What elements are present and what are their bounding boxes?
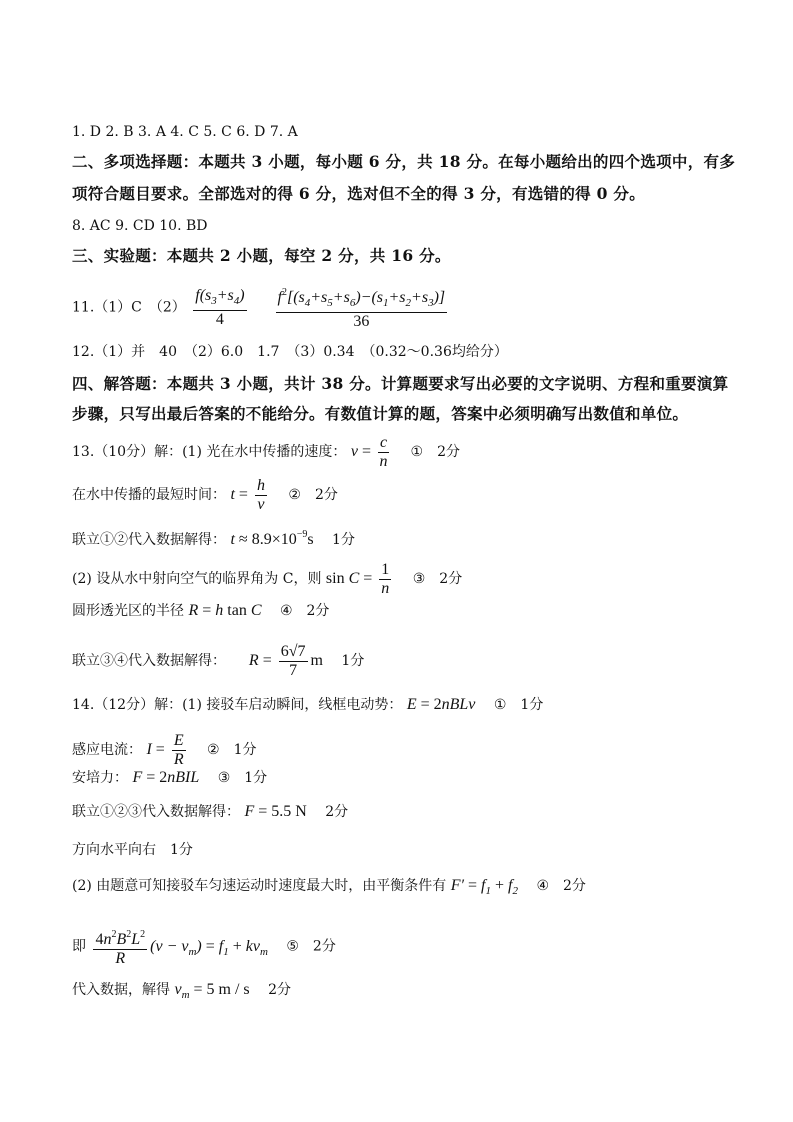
section4-heading-line2: 步骤，只写出最后答案的不能给分。有数值计算的题，答案中必须明确写出数值和单位。 (72, 404, 689, 423)
q11-formula-2: $\frac{f^2[(s_4+s_5+s_6)-(s_1+s_2+s_3)]}{36}$ (276, 284, 448, 331)
q14-line6: (2) 由题意可知接驳车匀速运动时速度最大时，由平衡条件有 $F' = f_1 + f_2$ ④ 2分 (72, 877, 586, 897)
q14-result-force: F = 5.5 N (244, 803, 307, 820)
q13-formula-time: t = $\frac{h}{v}$ (230, 477, 265, 513)
q11-answer (72, 284, 450, 331)
q13-formula-radius: R = h tan C (188, 602, 262, 619)
q14-formula-max-speed: $\frac{4n^2B^2L^2}{R}$ $(v - v_m) = f_1 + kv_m$ (90, 938, 267, 955)
q14-formula-emf: E = 2nBLv (406, 696, 476, 713)
section4-heading-line1: 四、解答题：本题共 3 小题，共计 38 分。计算题要求写出必要的文字说明、方程和重要演算 (72, 374, 729, 393)
multi-choice-answers: 8. AC 9. CD 10. BD (72, 218, 208, 234)
section2-heading-line1: 二、多项选择题：本题共 3 小题，每小题 6 分，共 18 分。在每小题给出的四个选项中，有多 (72, 152, 736, 171)
q13-result-time: $t \approx 8.9\times 10^{-9}s$ (230, 529, 314, 548)
q13-line6: 联立③④代入数据解得： R = $\frac{6√7}{7}$ m 1分 (72, 643, 365, 679)
section2-heading-line2: 项符合题目要求。全部选对的得 6 分，选对但不全的得 3 分，有选错的得 0 分。 (72, 184, 646, 203)
q14-formula-force: F = 2nBIL (132, 769, 200, 786)
q14-formula-current: I = $\frac{E}{R}$ (146, 732, 184, 768)
section3-heading: 三、实验题：本题共 2 小题，每空 2 分，共 16 分。 (72, 246, 451, 265)
q14-line2: 感应电流： I = $\frac{E}{R}$ ② 1分 (72, 732, 257, 768)
q13-formula-speed: v = $\frac{c}{n}$ (350, 434, 388, 470)
q13-line4: (2) 设从水中射向空气的临界角为 C，则 sin C = $\frac{1}{n}$ ③ 2分 (72, 561, 463, 597)
q14-line4: 联立①②③代入数据解得： F = 5.5 N 2分 (72, 803, 349, 820)
q12-answer: 12.（1）并 40 （2）6.0 1.7 （3）0.34 （0.32～0.36均给分） (72, 344, 508, 360)
q14-line1: 14.（12分）解：(1) 接驳车启动瞬间，线框电动势： E = 2nBLv ① 1分 (72, 696, 544, 713)
q14-line8: 代入数据，解得 $v_m = 5$ m / s 2分 (72, 981, 292, 1001)
q13-line3: 联立①②代入数据解得： $t \approx 8.9\times 10^{-9}s$ 1分 (72, 529, 355, 548)
q14-formula-equilibrium: $F' = f_1 + f_2$ (450, 877, 518, 897)
q13-line2: 在水中传播的最短时间： t = $\frac{h}{v}$ ② 2分 (72, 477, 338, 513)
q11-prefix: 11.（1）C （2） (72, 299, 186, 316)
q14-line5: 方向水平向右 1分 (72, 842, 193, 858)
q13-result-radius: R = $\frac{6√7}{7}$ m (248, 643, 323, 679)
q11-formula-1: $\frac{f(s_3+s_4)}{4}$ (195, 286, 245, 328)
q13-line5: 圆形透光区的半径 R = h tan C ④ 2分 (72, 602, 330, 619)
mc-answers: 1. D 2. B 3. A 4. C 5. C 6. D 7. A (72, 124, 298, 140)
q14-line3: 安培力： F = 2nBIL ③ 1分 (72, 769, 268, 786)
q13-line1: 13.（10分）解：(1) 光在水中传播的速度： v = $\frac{c}{n}$ ① 2分 (72, 434, 460, 470)
q13-formula-critical-angle: sin C = $\frac{1}{n}$ (325, 561, 390, 597)
q14-result-max-speed: $v_m = 5$ m / s (174, 981, 250, 1001)
q14-line7: 即 $\frac{4n^2B^2L^2}{R}$ $(v - v_m) = f_1 + kv_m$ ⑤ 2分 (72, 926, 336, 968)
